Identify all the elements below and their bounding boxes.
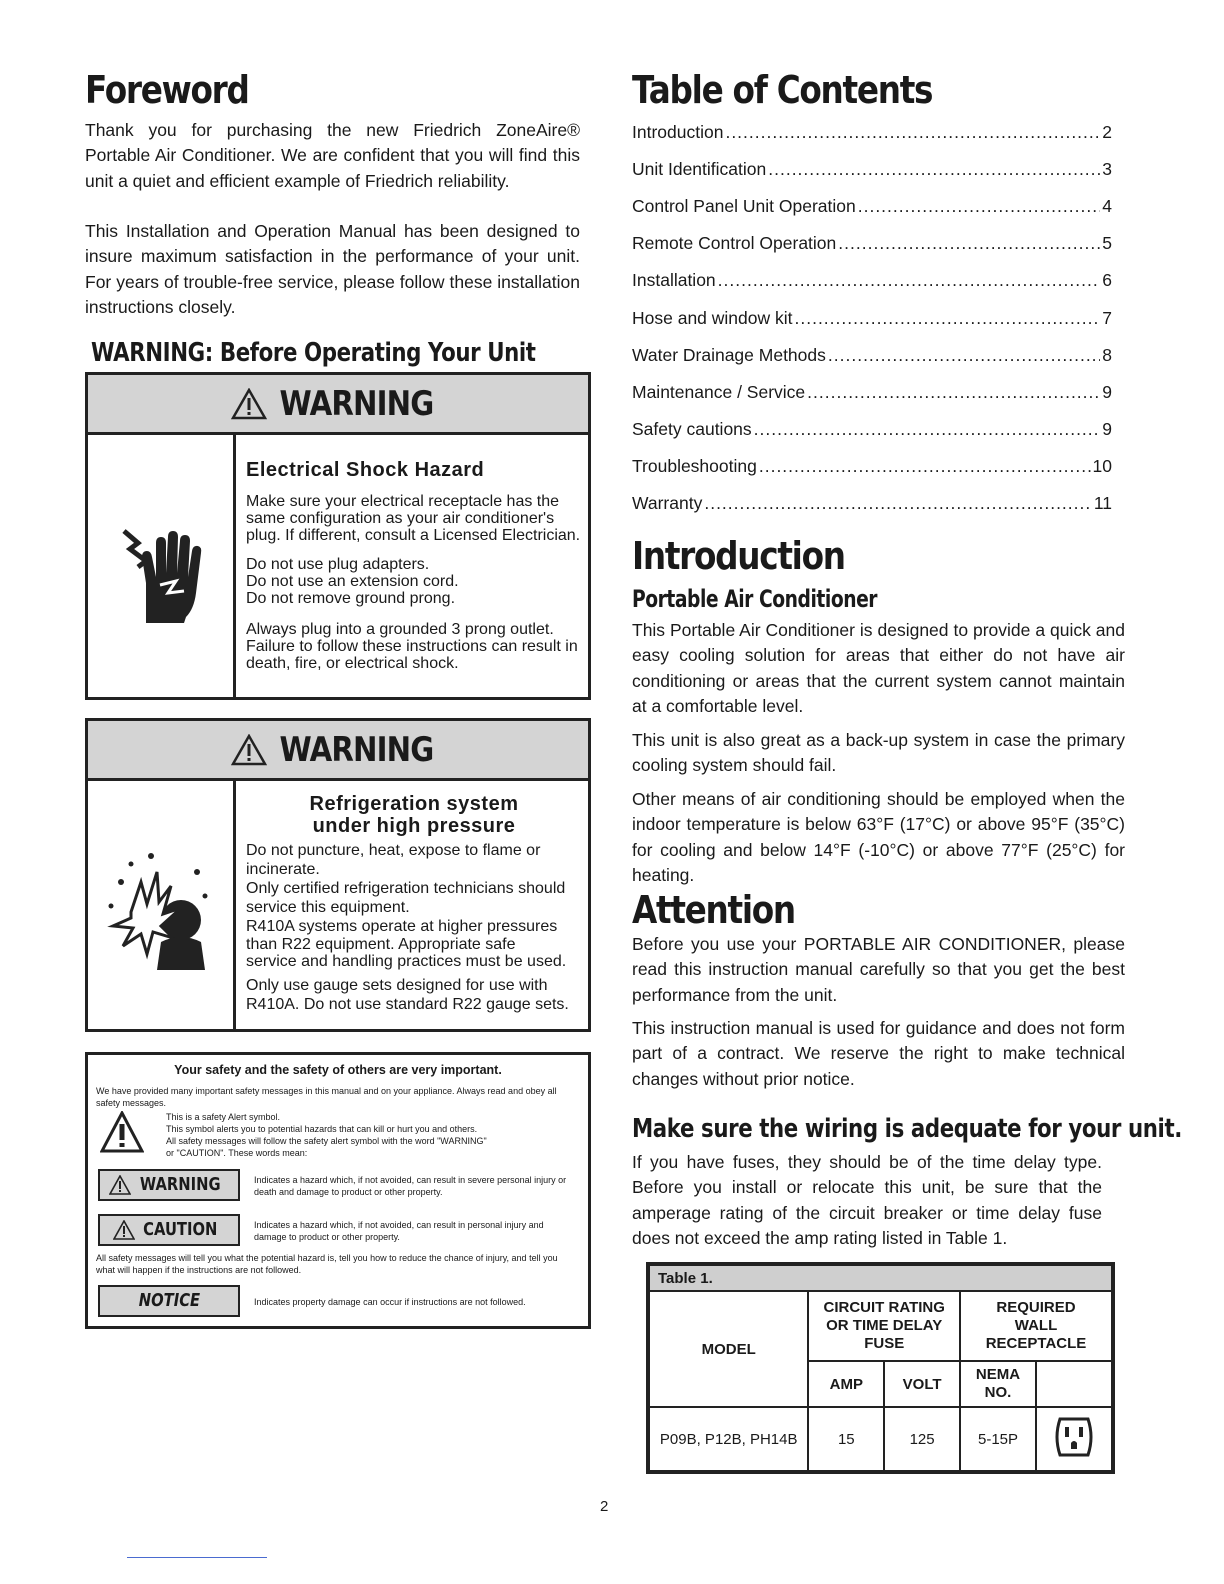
text-line: than R22 equipment. Appropriate safe: [246, 936, 516, 953]
all-safety-messages-note: All safety messages will tell you what the potential hazard is, tell you how to reduce the chance of injury, and tell you what will happen if the instructions are not followed.: [96, 1253, 558, 1275]
foreword-paragraph-2: This Installation and Operation Manual has been designed to insure maximum satisfaction in the performance of your unit. For years of trouble-free service, please follow these installation instructions closely.: [85, 221, 580, 317]
toc-item-page: 6: [1102, 270, 1112, 290]
toc-leader: [858, 196, 1101, 217]
toc-item-label: Water Drainage Methods: [632, 345, 826, 365]
text-line: Always plug into a grounded 3 prong outlet.: [246, 621, 554, 638]
electrical-shock-warning-box: [85, 372, 591, 700]
toc-item-label: Introduction: [632, 122, 724, 142]
text-line: service this equipment.: [246, 899, 410, 916]
toc-item-label: Installation: [632, 270, 716, 290]
alert-line: This is a safety Alert symbol.: [166, 1112, 281, 1122]
toc-title: Table of Contents: [632, 68, 933, 112]
header-nema: NEMA NO.: [960, 1361, 1036, 1407]
refrigeration-text: [246, 781, 582, 1014]
notice-tag-label: NOTICE: [138, 1290, 200, 1311]
cell-outlet: [1036, 1407, 1112, 1471]
electric-shock-hand-icon: [88, 435, 236, 700]
warning-description: Indicates a hazard which, if not avoided, can result in severe personal injury or death and damage to product or other property.: [254, 1175, 567, 1197]
cell-nema: 5-15P: [960, 1407, 1036, 1471]
table-row: [649, 1407, 1112, 1471]
introduction-subtitle: Portable Air Conditioner: [632, 585, 878, 613]
cell-amp: 15: [808, 1407, 884, 1471]
wiring-title: Make sure the wiring is adequate for your unit.: [632, 1114, 1182, 1144]
header-volt: VOLT: [884, 1361, 960, 1407]
refrigeration-warning-box: [85, 718, 591, 1032]
text-line: incinerate.: [246, 861, 320, 878]
toc-leader: [718, 270, 1101, 291]
header-circuit-rating: CIRCUIT RATING OR TIME DELAY FUSE: [808, 1291, 960, 1361]
warning-header-label: WARNING: [279, 383, 433, 424]
toc-leader: [807, 382, 1100, 403]
toc-leader: [725, 122, 1100, 143]
toc-leader: [754, 419, 1101, 440]
toc-item-page: 3: [1102, 159, 1112, 179]
toc-item-page: 9: [1102, 419, 1112, 439]
introduction-paragraph-2: This unit is also great as a back-up system in case the primary cooling system should fail.: [632, 730, 1125, 776]
toc-item-label: Hose and window kit: [632, 308, 793, 328]
toc-item-label: Unit Identification: [632, 159, 767, 179]
toc-item-page: 8: [1102, 345, 1112, 365]
safety-title: Your safety and the safety of others are very important.: [174, 1063, 502, 1077]
introduction-paragraph-1: This Portable Air Conditioner is designed to provide a quick and easy cooling solution for areas that either do not have air conditioning or areas that the current system cannot maintain at a comfortable level.: [632, 620, 1125, 716]
toc-item[interactable]: [632, 233, 1112, 257]
alert-line: All safety messages will follow the safety alert symbol with the word "WARNING": [166, 1136, 487, 1146]
caution-tag-label: CAUTION: [142, 1219, 218, 1240]
toc-item-page: 5: [1102, 233, 1112, 253]
toc-item-page: 11: [1093, 493, 1112, 513]
page-number: 2: [600, 1498, 609, 1515]
outlet-icon: [1050, 1415, 1098, 1459]
toc-item[interactable]: [632, 159, 1112, 183]
warning-tag-label: WARNING: [139, 1174, 221, 1195]
warning-tag: [98, 1169, 240, 1201]
toc-item-page: 9: [1102, 382, 1112, 402]
footer-rule: [127, 1557, 267, 1558]
text-line: plug. If different, consult a Licensed Electrician.: [246, 527, 581, 544]
toc-item-label: Remote Control Operation: [632, 233, 837, 253]
header-amp: AMP: [808, 1361, 884, 1407]
text-line: service and handling practices must be used.: [246, 953, 567, 970]
toc-leader: [759, 456, 1091, 477]
toc-item-page: 2: [1102, 122, 1112, 142]
toc-item[interactable]: [632, 345, 1112, 369]
text-line: death, fire, or electrical shock.: [246, 655, 459, 672]
text-line: Failure to follow these instructions can result in: [246, 638, 578, 655]
toc-item-page: 4: [1102, 196, 1112, 216]
attention-paragraph-1: Before you use your PORTABLE AIR CONDITIONER, please read this instruction manual carefully so that you get the best performance from the unit.: [632, 934, 1125, 1005]
toc-leader: [768, 159, 1100, 180]
header-wall-receptacle: REQUIRED WALL RECEPTACLE: [960, 1291, 1112, 1361]
cell-model: P09B, P12B, PH14B: [649, 1407, 808, 1471]
text-line: Do not use plug adapters.: [246, 556, 430, 573]
warning-header: [88, 721, 588, 781]
toc-item[interactable]: [632, 196, 1112, 220]
toc-item-label: Warranty: [632, 493, 703, 513]
warning-section-title: WARNING: Before Operating Your Unit: [91, 338, 536, 368]
text-line: same configuration as your air conditioner's: [246, 510, 555, 527]
toc-item[interactable]: [632, 122, 1112, 146]
header-empty: [1036, 1361, 1112, 1407]
toc-leader: [838, 233, 1100, 254]
text-line: Do not remove ground prong.: [246, 590, 456, 607]
toc-item-page: 7: [1102, 308, 1112, 328]
text-line: Only use gauge sets designed for use with: [246, 977, 548, 994]
text-line: Do not puncture, heat, expose to flame or: [246, 842, 541, 859]
toc-leader: [828, 345, 1100, 366]
toc-item-page: 10: [1092, 456, 1112, 476]
toc-item[interactable]: [632, 456, 1112, 480]
caution-description: Indicates a hazard which, if not avoided, can result in personal injury and damage to product or other property.: [254, 1220, 544, 1242]
refrigeration-title-line: Refrigeration system: [309, 793, 519, 815]
alert-triangle-icon: [231, 734, 267, 766]
table-caption: Table 1.: [649, 1265, 1112, 1291]
header-model: MODEL: [649, 1291, 808, 1407]
introduction-paragraph-3: Other means of air conditioning should be employed when the indoor temperature is below 63°F (17°C) or above 95°F (35°C) for cooling and below 14°F (-10°C) or above 77°F (25°C) for heating.: [632, 789, 1125, 885]
toc-item[interactable]: [632, 382, 1112, 406]
warning-header: [88, 375, 588, 435]
toc-item-label: Control Panel Unit Operation: [632, 196, 856, 216]
toc-item-label: Maintenance / Service: [632, 382, 806, 402]
electrical-shock-text: [246, 435, 582, 672]
alert-triangle-icon: [109, 1175, 131, 1195]
alert-line: This symbol alerts you to potential hazards that can kill or hurt you and others.: [166, 1124, 478, 1134]
safety-info-box: [85, 1052, 591, 1329]
text-line: Make sure your electrical receptacle has the: [246, 493, 560, 510]
electrical-shock-title: Electrical Shock Hazard: [246, 459, 485, 481]
caution-tag: [98, 1214, 240, 1246]
attention-title: Attention: [632, 888, 795, 932]
text-line: R410A. Do not use standard R22 gauge sets.: [246, 996, 569, 1013]
table-1: [646, 1262, 1115, 1474]
refrigeration-title-line: under high pressure: [312, 815, 516, 837]
text-line: Only certified refrigeration technicians should: [246, 880, 566, 897]
introduction-title: Introduction: [632, 534, 845, 578]
warning-header-label: WARNING: [279, 729, 433, 770]
text-line: R410A systems operate at higher pressures: [246, 918, 558, 935]
text-line: Do not use an extension cord.: [246, 573, 459, 590]
toc-item-label: Troubleshooting: [632, 456, 757, 476]
toc-leader: [704, 493, 1091, 514]
foreword-paragraph-1: Thank you for purchasing the new Friedrich ZoneAire® Portable Air Conditioner. We are confident that you will find this unit a quiet and efficient example of Friedrich reliability.: [85, 120, 580, 191]
toc-item[interactable]: [632, 270, 1112, 294]
toc-item[interactable]: [632, 493, 1112, 517]
notice-description: Indicates property damage can occur if instructions are not followed.: [254, 1297, 526, 1307]
alert-triangle-icon: [113, 1220, 135, 1240]
toc-item-label: Safety cautions: [632, 419, 752, 439]
notice-tag: [98, 1285, 240, 1317]
attention-paragraph-2: This instruction manual is used for guidance and does not form part of a contract. We reserve the right to make technical changes without prior notice.: [632, 1018, 1125, 1089]
explosion-hazard-icon: [88, 781, 236, 1032]
safety-intro: We have provided many important safety messages in this manual and on your appliance. Always read and obey all safety messages.: [96, 1086, 557, 1108]
toc-item[interactable]: [632, 419, 1112, 443]
toc-leader: [795, 308, 1101, 329]
cell-volt: 125: [884, 1407, 960, 1471]
foreword-title: Foreword: [85, 68, 249, 112]
alert-triangle-icon: [231, 388, 267, 420]
toc-item[interactable]: [632, 308, 1112, 332]
wiring-paragraph: If you have fuses, they should be of the time delay type. Before you install or relocate this unit, be sure that the amperage rating of the circuit breaker or time delay fuse does not exceed the amp rating listed in Table 1.: [632, 1152, 1102, 1248]
alert-line: or "CAUTION". These words mean:: [166, 1148, 308, 1158]
safety-alert-icon: [100, 1111, 144, 1153]
